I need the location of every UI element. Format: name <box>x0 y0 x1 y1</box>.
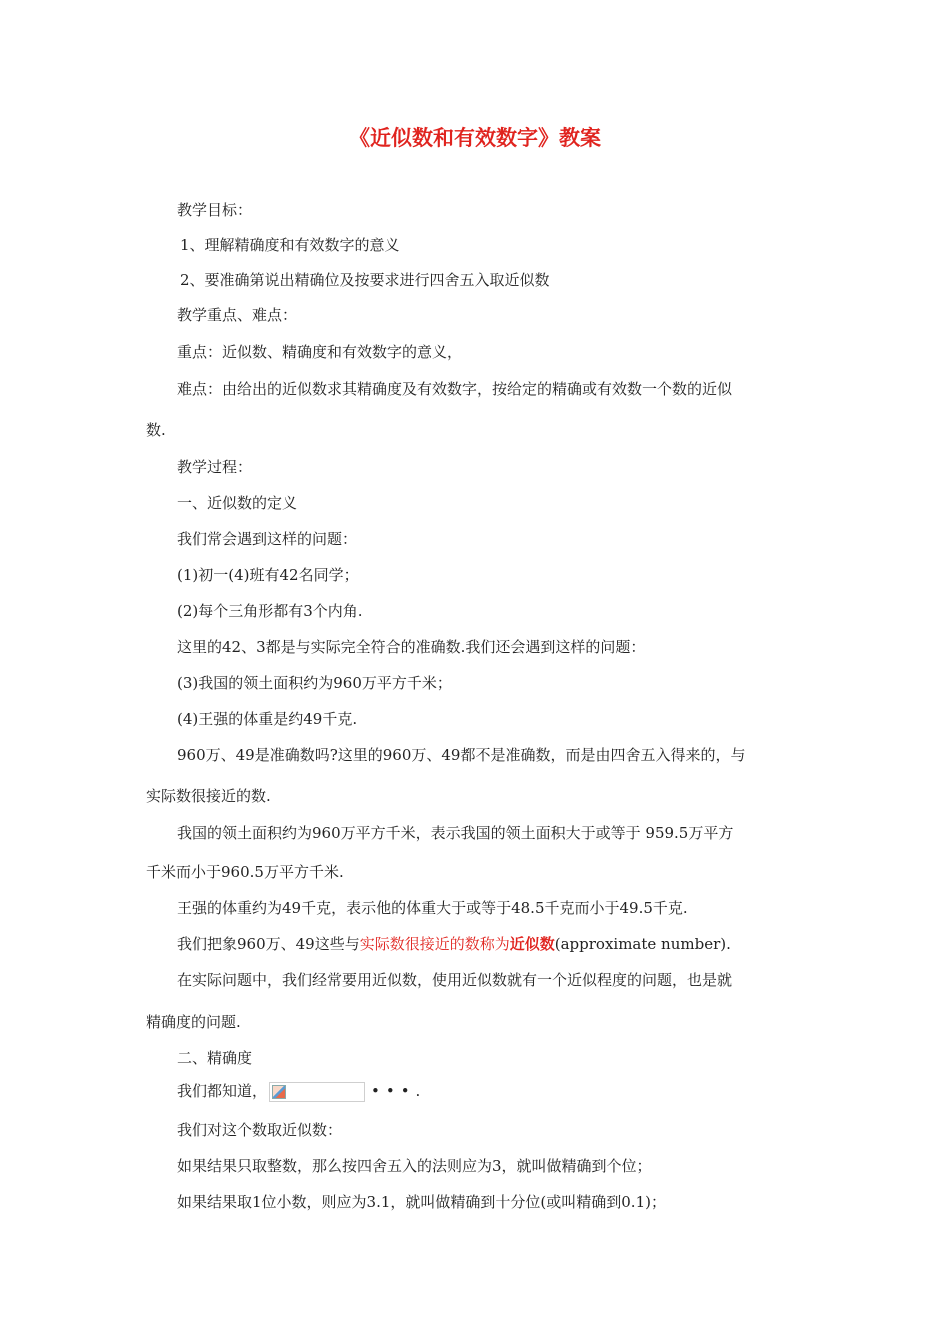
paragraph-weight: 王强的体重约为49千克，表示他的体重大于或等于48.5千克而小于49.5千克. <box>177 899 688 917</box>
paragraph-intro: 我们常会遇到这样的问题： <box>177 530 358 548</box>
definition-suffix: (approximate number). <box>554 935 731 953</box>
definition-prefix: 我们把象960万、49这些与 <box>177 935 360 953</box>
example-2: (2)每个三角形都有3个内角. <box>177 602 363 620</box>
key-heading: 教学重点、难点： <box>177 306 298 324</box>
paragraph-question-line-2: 实际数很接近的数. <box>146 787 271 805</box>
example-3: (3)我国的领土面积约为960万平方千米； <box>177 674 452 692</box>
paragraph-question-line-1: 960万、49是准确数吗?这里的960万、49都不是准确数，而是由四舍五入得来的，与 <box>177 746 746 764</box>
paragraph-practice-line-2: 精确度的问题. <box>146 1013 241 1031</box>
goal-item-2: 2、要准确第说出精确位及按要求进行四舍五入取近似数 <box>180 271 550 289</box>
paragraph-know <box>177 1081 426 1102</box>
example-1: (1)初一(4)班有42名同学； <box>177 566 359 584</box>
section-2-heading: 二、精确度 <box>177 1049 253 1067</box>
goal-item-1: 1、理解精确度和有效数字的意义 <box>180 236 400 254</box>
paragraph-integer: 如果结果只取整数，那么按四舍五入的法则应为3，就叫做精确到个位； <box>177 1157 652 1175</box>
paragraph-exact: 这里的42、3都是与实际完全符合的准确数.我们还会遇到这样的问题： <box>177 638 646 656</box>
paragraph-area-line-1: 我国的领土面积约为960万平方千米，表示我国的领土面积大于或等于 959.5万平方 <box>177 824 734 842</box>
definition-highlight: 实际数很接近的数称为 <box>359 935 510 953</box>
example-4: (4)王强的体重是约49千克. <box>177 710 358 728</box>
process-heading: 教学过程： <box>177 458 253 476</box>
paragraph-take-approx: 我们对这个数取近似数： <box>177 1121 343 1139</box>
definition-term: 近似数 <box>509 935 555 953</box>
difficulty-line-2: 数. <box>146 421 166 439</box>
know-ellipsis: •••. <box>371 1082 427 1100</box>
paragraph-definition <box>177 934 731 954</box>
image-icon <box>272 1085 286 1099</box>
key-point: 重点：近似数、精确度和有效数字的意义， <box>177 343 463 361</box>
paragraph-area-line-2: 千米而小于960.5万平方千米. <box>146 863 344 881</box>
goals-heading: 教学目标： <box>177 201 253 219</box>
section-1-heading: 一、近似数的定义 <box>177 494 298 512</box>
know-prefix: 我们都知道， <box>177 1082 268 1100</box>
broken-image-placeholder <box>269 1082 365 1102</box>
paragraph-practice-line-1: 在实际问题中，我们经常要用近似数，使用近似数就有一个近似程度的问题，也是就 <box>177 971 733 989</box>
difficulty-line-1: 难点：由给出的近似数求其精确度及有效数字，按给定的精确或有效数一个数的近似 <box>177 380 733 398</box>
paragraph-decimal: 如果结果取1位小数，则应为3.1，就叫做精确到十分位(或叫精确到0.1)； <box>177 1193 666 1211</box>
page-title: 《近似数和有效数字》教案 <box>349 125 601 150</box>
